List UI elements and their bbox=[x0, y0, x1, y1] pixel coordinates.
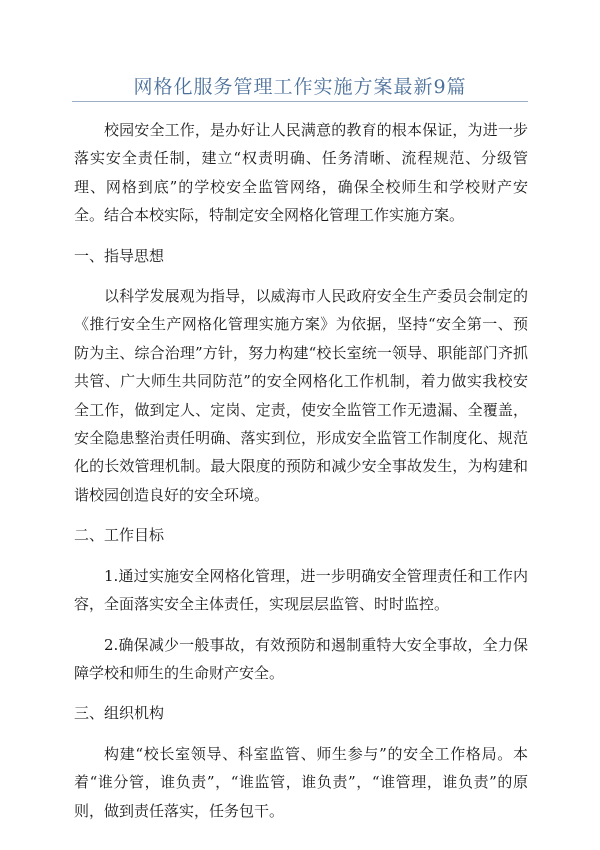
section-heading-organization: 三、组织机构 bbox=[74, 704, 165, 723]
section-paragraph: 构建“校长室领导、科室监管、师生参与”的安全工作格局。本着“谁分管，谁负责”，“谁监管，谁负责”，“谁管理，谁负责”的原则，做到责任落实，任务包干。 bbox=[74, 744, 528, 820]
section-heading-work-goals: 二、工作目标 bbox=[74, 526, 165, 545]
section-heading-guiding-ideology: 一、指导思想 bbox=[74, 246, 165, 265]
section-paragraph: 以科学发展观为指导，以威海市人民政府安全生产委员会制定的《推行安全生产网格化管理实施方案》为依据，坚持“安全第一、预防为主、综合治理”方针，努力构建“校长室统一领导、职能部门齐抓共管、广大师生共同防范”的安全网格化工作机制，着力做实我校安全工作，做到定人、定岗、定责，使安全监管工作无遗漏、全覆盖，安全隐患整治责任明确、落实到位，形成安全监管工作制度化、规范化的长效管理机制。最大限度的预防和减少安全事故发生，为构建和谐校园创造良好的安全环境。 bbox=[74, 287, 528, 504]
document-body bbox=[74, 116, 528, 825]
section-paragraph: 2.确保减少一般事故，有效预防和遏制重特大安全事故，全力保障学校和师生的生命财产安全。 bbox=[74, 635, 528, 682]
section-paragraph: 1.通过实施安全网格化管理，进一步明确安全管理责任和工作内容，全面落实安全主体责任，实现层层监管、时时监控。 bbox=[74, 566, 528, 614]
intro-paragraph: 校园安全工作，是办好让人民满意的教育的根本保证，为进一步落实安全责任制，建立“权责明确、任务清晰、流程规范、分级管理、网格到底”的学校安全监管网络，确保全校师生和学校财产安全。结合本校实际，特制定安全网格化管理工作实施方案。 bbox=[74, 121, 528, 225]
title-divider bbox=[72, 101, 528, 102]
document-title: 网格化服务管理工作实施方案最新9篇 bbox=[133, 76, 467, 98]
